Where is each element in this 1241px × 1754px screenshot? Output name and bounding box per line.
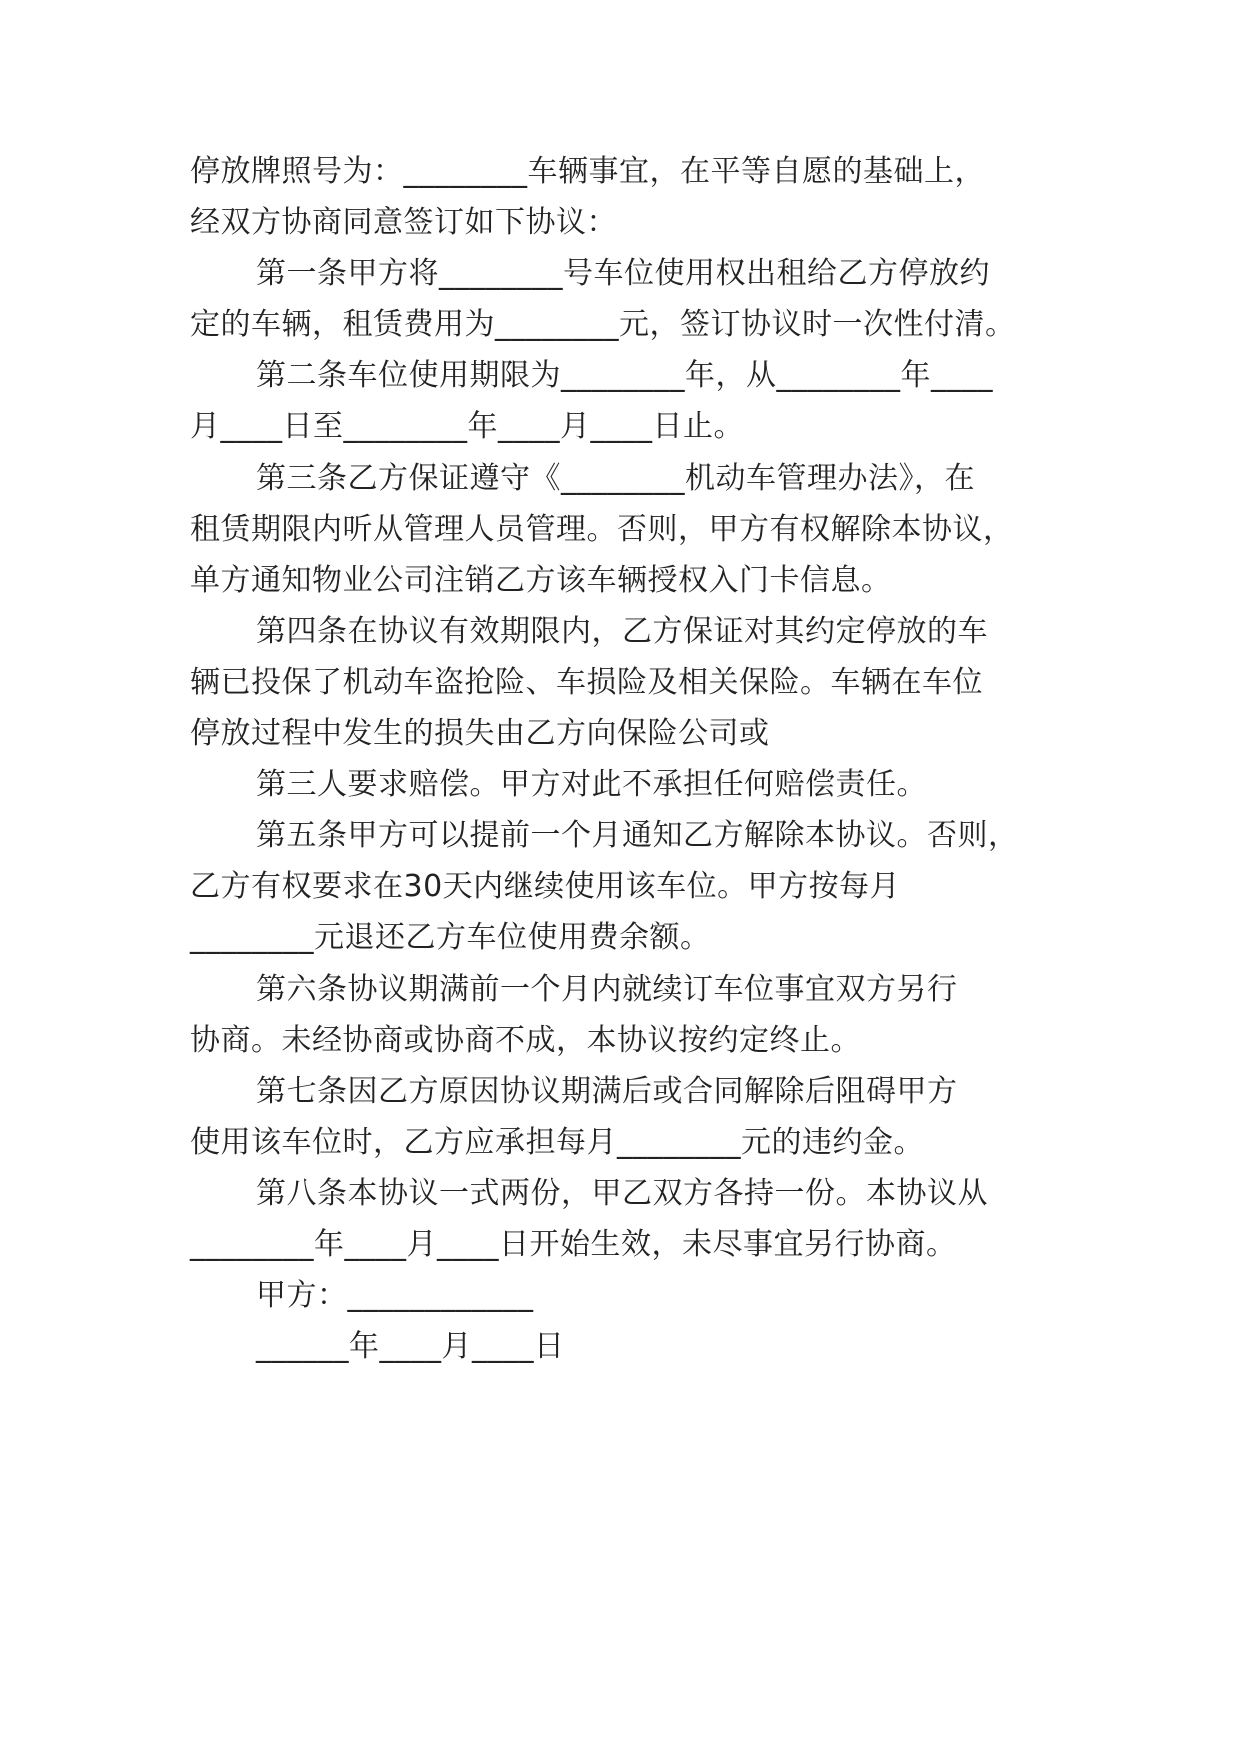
text-line: 第四条在协议有效期限内，乙方保证对其约定停放的车 [256,614,988,649]
text-line: 第五条甲方可以提前一个月通知乙方解除本协议。否则， [256,818,1019,853]
signature-party-a: 甲方：____________ [256,1278,534,1313]
text-line: 第三条乙方保证遵守《________机动车管理办法》，在 [256,461,975,496]
text-line: 停放牌照号为：________车辆事宜，在平等自愿的基础上， [190,154,985,189]
text-line: 乙方有权要求在30天内继续使用该车位。甲方按每月 [190,869,901,904]
text-line: 第三人要求赔偿。甲方对此不承担任何赔偿责任。 [256,767,927,802]
text-line: 月____日至________年____月____日止。 [190,409,744,444]
text-line: 第二条车位使用期限为________年，从________年____ [256,358,993,393]
text-line: ________元退还乙方车位使用费余额。 [190,920,711,955]
text-line: 租赁期限内听从管理人员管理。否则，甲方有权解除本协议， [190,512,1014,547]
text-line: 停放过程中发生的损失由乙方向保险公司或 [190,716,770,751]
text-line: 第六条协议期满前一个月内就续订车位事宜双方另行 [256,972,958,1007]
text-line: 经双方协商同意签订如下协议： [190,205,617,240]
signature-date: ______年____月____日 [256,1329,565,1364]
text-line: 辆已投保了机动车盗抢险、车损险及相关保险。车辆在车位 [190,665,983,700]
text-line: 协商。未经协商或协商不成，本协议按约定终止。 [190,1023,861,1058]
text-line: 定的车辆，租赁费用为________元，签订协议时一次性付清。 [190,307,1016,342]
text-line: 第七条因乙方原因协议期满后或合同解除后阻碍甲方 [256,1074,958,1109]
text-line: ________年____月____日开始生效，未尽事宜另行协商。 [190,1227,957,1262]
text-line: 第一条甲方将________号车位使用权出租给乙方停放约 [256,256,990,291]
text-line: 使用该车位时，乙方应承担每月________元的违约金。 [190,1125,924,1160]
text-line: 单方通知物业公司注销乙方该车辆授权入门卡信息。 [190,563,892,598]
text-line: 第八条本协议一式两份，甲乙双方各持一份。本协议从 [256,1176,988,1211]
